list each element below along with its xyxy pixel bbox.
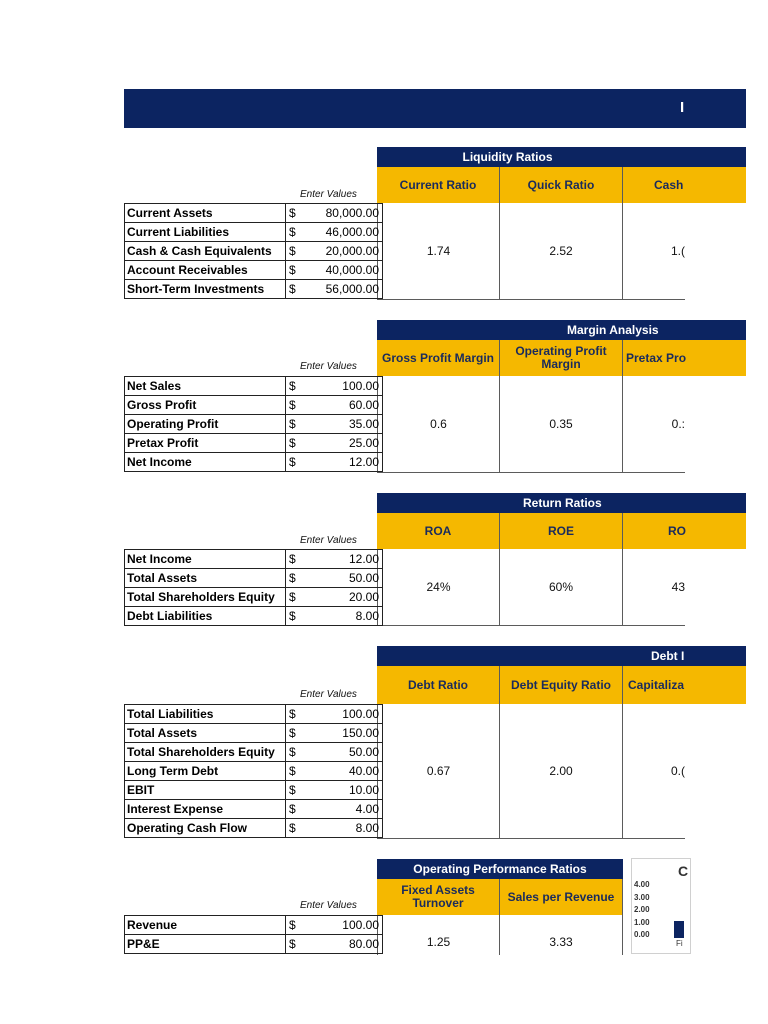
header-debt-equity-ratio: Debt Equity Ratio xyxy=(500,666,623,704)
fixed-assets-turnover-value: 1.25 xyxy=(377,915,500,955)
currency-symbol: $ xyxy=(286,453,306,472)
cash-ratio-value: 1.( xyxy=(623,203,685,300)
liquidity-section-title: Liquidity Ratios xyxy=(377,147,746,167)
input-value[interactable]: 80.00 xyxy=(305,935,383,954)
input-label: Debt Liabilities xyxy=(125,607,286,626)
header-ro: RO xyxy=(623,513,746,549)
enter-values-label: Enter Values xyxy=(300,535,357,546)
input-value[interactable]: 40.00 xyxy=(305,762,383,781)
table-row xyxy=(125,434,383,453)
input-value[interactable]: 12.00 xyxy=(305,550,383,569)
roa-value: 24% xyxy=(377,549,500,626)
currency-symbol: $ xyxy=(286,724,306,743)
header-pretax-profit-margin: Pretax Pro xyxy=(623,340,746,376)
input-value[interactable]: 50.00 xyxy=(305,569,383,588)
input-value[interactable]: 8.00 xyxy=(305,819,383,838)
input-label: Total Assets xyxy=(125,569,286,588)
table-row xyxy=(125,607,383,626)
debt-section-title: Debt I xyxy=(377,646,746,666)
input-value[interactable]: 100.00 xyxy=(305,916,383,935)
currency-symbol: $ xyxy=(286,705,306,724)
page-edge xyxy=(746,0,768,1024)
input-value[interactable]: 80,000.00 xyxy=(305,204,383,223)
table-row xyxy=(125,280,383,299)
header-operating-profit-margin: Operating Profit Margin xyxy=(500,340,623,376)
table-row xyxy=(125,705,383,724)
returns-section-title: Return Ratios xyxy=(377,493,746,513)
enter-values-label: Enter Values xyxy=(300,361,357,372)
debt-inputs-table xyxy=(124,704,383,838)
input-label: EBIT xyxy=(125,781,286,800)
table-row xyxy=(125,819,383,838)
header-current-ratio: Current Ratio xyxy=(377,167,500,203)
returns-inputs-table xyxy=(124,549,383,626)
currency-symbol: $ xyxy=(286,800,306,819)
input-label: Total Shareholders Equity xyxy=(125,743,286,762)
table-row xyxy=(125,223,383,242)
y-tick-label: 3.00 xyxy=(634,892,650,902)
input-value[interactable]: 10.00 xyxy=(305,781,383,800)
mini-chart-title: C xyxy=(678,863,689,879)
input-label: PP&E xyxy=(125,935,286,954)
debt-equity-ratio-value: 2.00 xyxy=(500,704,623,839)
input-label: Revenue xyxy=(125,916,286,935)
table-row xyxy=(125,204,383,223)
margin-inputs-table xyxy=(124,376,383,472)
header-quick-ratio: Quick Ratio xyxy=(500,167,623,203)
input-value[interactable]: 150.00 xyxy=(305,724,383,743)
ro-value: 43 xyxy=(623,549,685,626)
input-value[interactable]: 50.00 xyxy=(305,743,383,762)
currency-symbol: $ xyxy=(286,223,306,242)
currency-symbol: $ xyxy=(286,434,306,453)
table-row xyxy=(125,743,383,762)
header-sales-per-revenue: Sales per Revenue xyxy=(500,879,623,915)
table-row xyxy=(125,453,383,472)
input-label: Long Term Debt xyxy=(125,762,286,781)
header-roe: ROE xyxy=(500,513,623,549)
input-value[interactable]: 8.00 xyxy=(305,607,383,626)
input-label: Gross Profit xyxy=(125,396,286,415)
table-row xyxy=(125,242,383,261)
input-value[interactable]: 56,000.00 xyxy=(305,280,383,299)
table-row xyxy=(125,916,383,935)
input-value[interactable]: 40,000.00 xyxy=(305,261,383,280)
currency-symbol: $ xyxy=(286,935,306,954)
input-value[interactable]: 100.00 xyxy=(305,705,383,724)
quick-ratio-value: 2.52 xyxy=(500,203,623,300)
input-label: Total Liabilities xyxy=(125,705,286,724)
mini-chart-bar xyxy=(674,921,684,938)
mini-chart-category: Fi xyxy=(676,939,683,948)
pretax-profit-margin-value: 0.: xyxy=(623,376,685,473)
enter-values-label: Enter Values xyxy=(300,689,357,700)
input-label: Interest Expense xyxy=(125,800,286,819)
input-label: Current Assets xyxy=(125,204,286,223)
input-value[interactable]: 20,000.00 xyxy=(305,242,383,261)
table-row xyxy=(125,550,383,569)
gross-profit-margin-value: 0.6 xyxy=(377,376,500,473)
input-value[interactable]: 100.00 xyxy=(305,377,383,396)
header-fixed-assets-turnover: Fixed Assets Turnover xyxy=(377,879,500,915)
table-row xyxy=(125,762,383,781)
currency-symbol: $ xyxy=(286,280,306,299)
input-value[interactable]: 4.00 xyxy=(305,800,383,819)
banner-title: I xyxy=(680,99,685,116)
header-gross-profit-margin: Gross Profit Margin xyxy=(377,340,500,376)
y-tick-label: 1.00 xyxy=(634,917,650,927)
input-value[interactable]: 60.00 xyxy=(305,396,383,415)
table-row xyxy=(125,935,383,954)
currency-symbol: $ xyxy=(286,916,306,935)
input-value[interactable]: 46,000.00 xyxy=(305,223,383,242)
table-row xyxy=(125,781,383,800)
input-label: Current Liabilities xyxy=(125,223,286,242)
y-tick-label: 2.00 xyxy=(634,905,650,914)
currency-symbol: $ xyxy=(286,819,306,838)
header-roa: ROA xyxy=(377,513,500,549)
header-capitalization: Capitaliza xyxy=(623,666,746,704)
input-label: Short-Term Investments xyxy=(125,280,286,299)
capitalization-value: 0.( xyxy=(623,704,685,839)
input-label: Account Receivables xyxy=(125,261,286,280)
table-row xyxy=(125,800,383,819)
input-value[interactable]: 25.00 xyxy=(305,434,383,453)
currency-symbol: $ xyxy=(286,607,306,626)
currency-symbol: $ xyxy=(286,762,306,781)
input-label: Total Shareholders Equity xyxy=(125,588,286,607)
table-row xyxy=(125,724,383,743)
mini-chart[interactable] xyxy=(631,858,691,954)
enter-values-label: Enter Values xyxy=(300,900,357,911)
input-value[interactable]: 12.00 xyxy=(305,453,383,472)
table-row xyxy=(125,415,383,434)
input-label: Net Income xyxy=(125,453,286,472)
table-row xyxy=(125,569,383,588)
currency-symbol: $ xyxy=(286,550,306,569)
table-row xyxy=(125,396,383,415)
currency-symbol: $ xyxy=(286,781,306,800)
input-label: Pretax Profit xyxy=(125,434,286,453)
currency-symbol: $ xyxy=(286,396,306,415)
currency-symbol: $ xyxy=(286,588,306,607)
operating-profit-margin-value: 0.35 xyxy=(500,376,623,473)
currency-symbol: $ xyxy=(286,204,306,223)
operating-section-title: Operating Performance Ratios xyxy=(377,859,623,879)
table-row xyxy=(125,261,383,280)
input-value[interactable]: 20.00 xyxy=(305,588,383,607)
input-label: Operating Cash Flow xyxy=(125,819,286,838)
liquidity-inputs-table xyxy=(124,203,383,299)
currency-symbol: $ xyxy=(286,415,306,434)
table-row xyxy=(125,377,383,396)
currency-symbol: $ xyxy=(286,743,306,762)
sales-per-revenue-value: 3.33 xyxy=(500,915,623,955)
current-ratio-value: 1.74 xyxy=(377,203,500,300)
input-value[interactable]: 35.00 xyxy=(305,415,383,434)
currency-symbol: $ xyxy=(286,377,306,396)
input-label: Net Sales xyxy=(125,377,286,396)
roe-value: 60% xyxy=(500,549,623,626)
enter-values-label: Enter Values xyxy=(300,189,357,200)
table-row xyxy=(125,588,383,607)
margin-section-title: Margin Analysis xyxy=(377,320,746,340)
currency-symbol: $ xyxy=(286,569,306,588)
y-tick-label: 0.00 xyxy=(634,930,650,939)
input-label: Cash & Cash Equivalents xyxy=(125,242,286,261)
debt-ratio-value: 0.67 xyxy=(377,704,500,839)
input-label: Operating Profit xyxy=(125,415,286,434)
header-debt-ratio: Debt Ratio xyxy=(377,666,500,704)
input-label: Total Assets xyxy=(125,724,286,743)
currency-symbol: $ xyxy=(286,242,306,261)
currency-symbol: $ xyxy=(286,261,306,280)
operating-inputs-table xyxy=(124,915,383,954)
input-label: Net Income xyxy=(125,550,286,569)
y-tick-label: 4.00 xyxy=(634,880,650,889)
title-banner xyxy=(124,89,746,128)
header-cash-ratio: Cash xyxy=(623,167,746,203)
mini-chart-y-axis xyxy=(634,879,650,942)
